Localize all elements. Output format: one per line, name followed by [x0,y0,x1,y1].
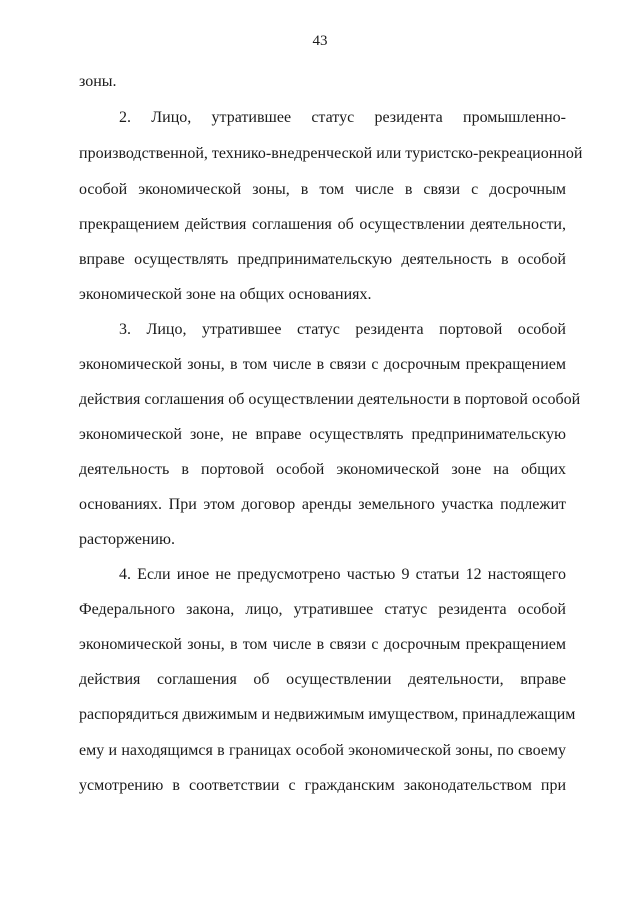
text-line: экономической зоны, в том числе в связи с досрочным прекращением [79,356,566,373]
text-line: действия соглашения об осуществлении деятельности, вправе [79,671,566,688]
text-line: экономической зоны, в том числе в связи с досрочным прекращением [79,636,566,653]
paragraph-2-first-line: 2. Лицо, утратившее статус резидента промышленно- [119,109,566,126]
text-line: прекращением действия соглашения об осуществлении деятельности, [79,216,566,233]
text-line: экономической зоне, не вправе осуществлять предпринимательскую [79,426,566,443]
text-line: ему и находящимся в границах особой экономической зоны, по своему [79,742,566,759]
text-line: усмотрению в соответствии с гражданским законодательством при [79,777,566,794]
text-line: действия соглашения об осуществлении деятельности в портовой особой [79,391,581,408]
paragraph-3-first-line: 3. Лицо, утратившее статус резидента портовой особой [119,321,566,338]
text-line: Федерального закона, лицо, утратившее статус резидента особой [79,601,566,618]
text-line: особой экономической зоны, в том числе в связи с досрочным [79,181,566,198]
text-line: распорядиться движимым и недвижимым имуществом, принадлежащим [79,706,576,723]
text-line: основаниях. При этом договор аренды земельного участка подлежит [79,496,566,513]
text-line: вправе осуществлять предпринимательскую деятельность в особой [79,251,566,268]
text-line: деятельность в портовой особой экономической зоне на общих [79,461,566,478]
paragraph-4-first-line: 4. Если иное не предусмотрено частью 9 статьи 12 настоящего [119,566,566,583]
text-line: зоны. [79,73,117,90]
text-line: производственной, технико-внедренческой или туристско-рекреационной [79,145,583,162]
text-line: экономической зоне на общих основаниях. [79,286,372,303]
page-number: 43 [312,33,328,49]
text-line: расторжению. [79,531,176,548]
